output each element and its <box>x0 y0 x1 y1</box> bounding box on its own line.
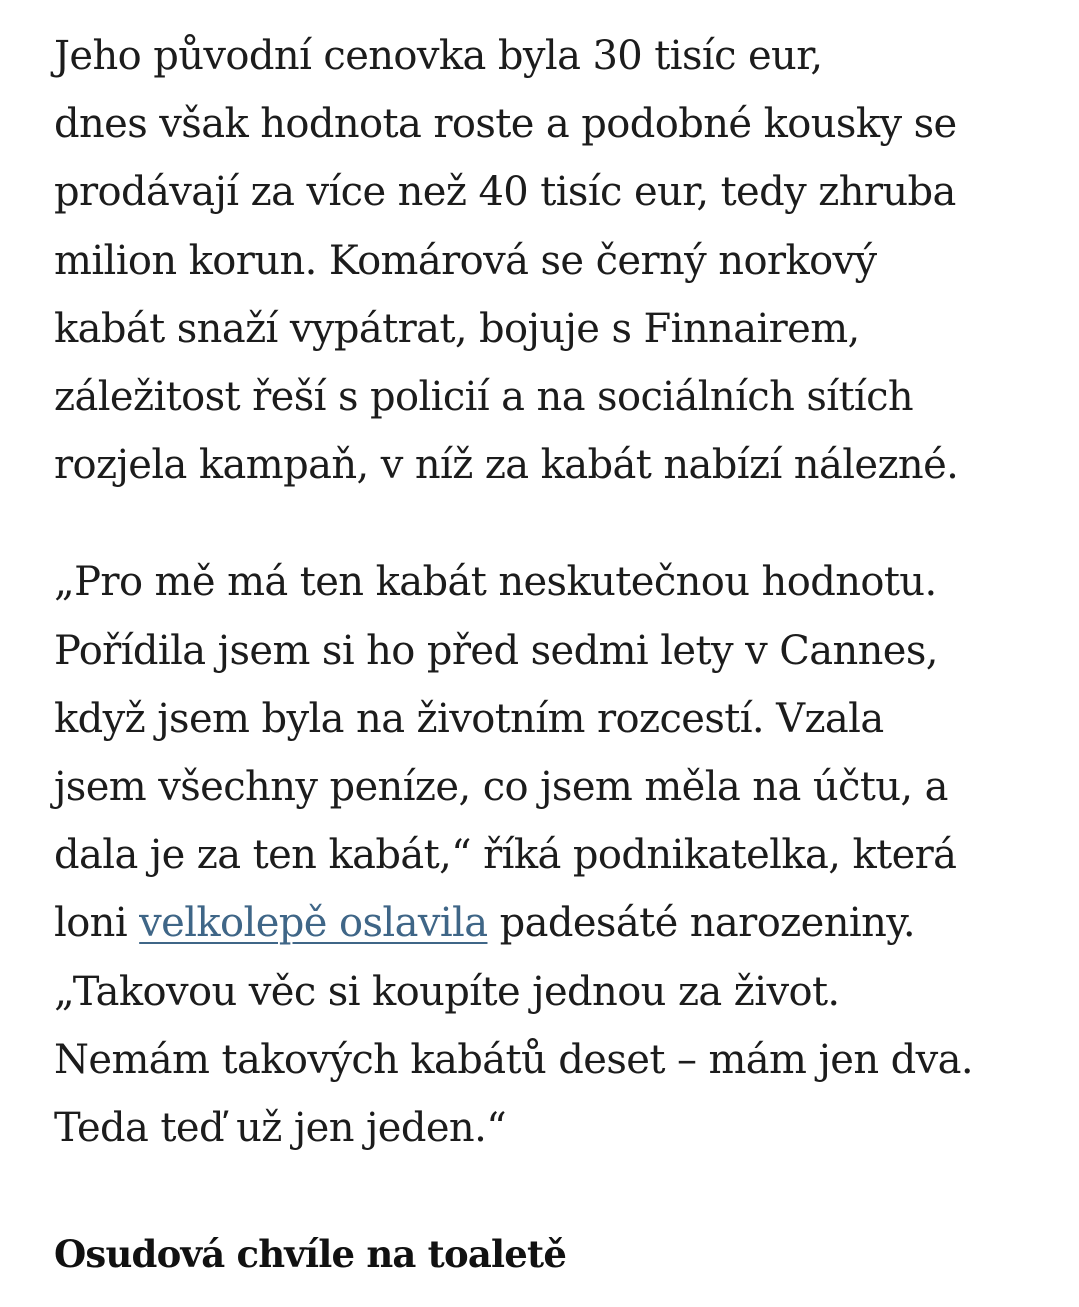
text-line: Nemám takových kabátů deset – mám jen dva. <box>54 1036 974 1083</box>
text-line: jsem všechny peníze, co jsem měla na účtu, a <box>54 764 948 811</box>
text-line: Pořídila jsem si ho před sedmi lety v Cannes, <box>54 627 938 674</box>
paragraph <box>54 22 1054 499</box>
section-heading: Osudová chvíle na toaletě <box>54 1232 567 1276</box>
text-line: „Pro mě má ten kabát neskutečnou hodnotu. <box>54 559 937 606</box>
text-line: dnes však hodnota roste a podobné kousky se <box>54 101 957 148</box>
text-line: milion korun. Komárová se černý norkový <box>54 237 877 284</box>
text-line: dala je za ten kabát,“ říká podnikatelka, která <box>54 832 957 879</box>
text-line-with-link <box>54 889 1054 957</box>
text-line: Jeho původní cenovka byla 30 tisíc eur, <box>54 33 823 79</box>
article-body <box>54 22 1054 1162</box>
text-line: „Takovou věc si koupíte jednou za život. <box>54 968 840 1015</box>
quote-paragraph <box>54 548 1054 1162</box>
text-line: Teda teď už jen jeden.“ <box>54 1105 507 1152</box>
text-line: záležitost řeší s policií a na sociálních sítích <box>54 374 914 421</box>
text-line: kabát snaží vypátrat, bojuje s Finnairem, <box>54 305 860 352</box>
text-line: rozjela kampaň, v níž za kabát nabízí nálezné. <box>54 442 959 489</box>
text-line: prodávají za více než 40 tisíc eur, tedy zhruba <box>54 169 956 216</box>
text-line: když jsem byla na životním rozcestí. Vzala <box>54 695 884 742</box>
article-link[interactable]: velkolepě oslavila <box>139 900 488 947</box>
text-fragment: loni <box>54 900 140 947</box>
text-fragment: padesáté narozeniny. <box>487 900 916 947</box>
